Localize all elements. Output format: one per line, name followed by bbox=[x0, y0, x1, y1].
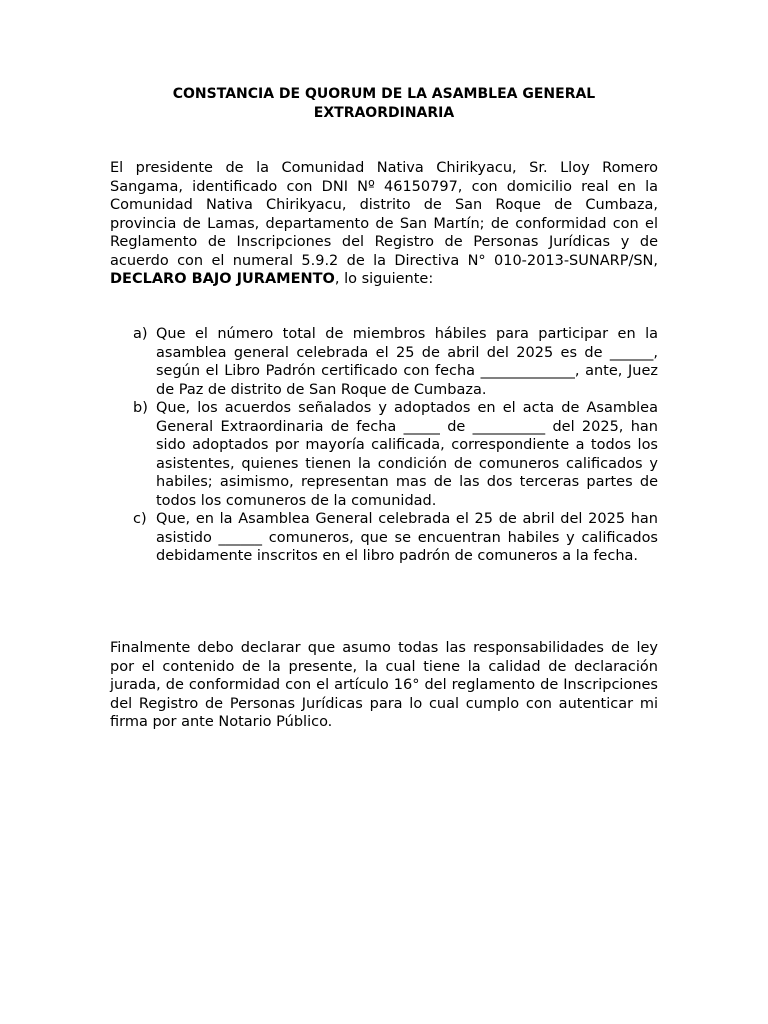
declaration-emphasis: DECLARO BAJO JURAMENTO bbox=[110, 271, 335, 287]
closing-paragraph: Finalmente debo declarar que asumo todas las responsabilidades de ley por el contenido de la presente, la cual tiene la calidad de declaración jurada, de conformidad con el artículo 16° del reglamento de Inscripciones del Registro de Personas Jurídicas para lo cual cumplo con autenticar mi firma por ante Notario Público. bbox=[110, 640, 658, 730]
list-marker: c) bbox=[133, 511, 147, 527]
list-item-c bbox=[110, 510, 658, 566]
list-item-b bbox=[110, 399, 658, 510]
list-item-a bbox=[110, 325, 658, 399]
list-item-text: Que el número total de miembros hábiles para participar en la asamblea general celebrada el 25 de abril del 2025 es de ______, según el Libro Padrón certificado con fecha _____________, ante, Juez de Paz de distrito de San Roque de Cumbaza. bbox=[156, 326, 658, 398]
document-title: CONSTANCIA DE QUORUM DE LA ASAMBLEA GENERAL EXTRAORDINARIA bbox=[172, 86, 596, 121]
list-marker: a) bbox=[133, 326, 148, 342]
intro-text: El presidente de la Comunidad Nativa Chirikyacu, Sr. Lloy Romero Sangama, identificado con DNI Nº 46150797, con domicilio real en la Comunidad Nativa Chirikyacu, distrito de San Roque de Cumbaza, provincia de Lamas, departamento de San Martín; de conformidad con el Reglamento de Inscripciones del Registro de Personas Jurídicas y de acuerdo con el numeral 5.9.2 de la Directiva N° 010-2013-SUNARP/SN, bbox=[110, 160, 658, 269]
intro-paragraph bbox=[110, 159, 658, 289]
intro-text-end: , lo siguiente: bbox=[334, 271, 434, 287]
declaration-list bbox=[110, 325, 658, 566]
list-item-text: Que, los acuerdos señalados y adoptados en el acta de Asamblea General Extraordinaria de fecha _____ de __________ del 2025, han sido adoptados por mayoría calificada, correspondiente a todos los asistentes, quienes tienen la condición de comuneros calificados y habiles; asimismo, representan mas de las dos terceras partes de todos los comuneros de la comunidad. bbox=[156, 400, 658, 509]
list-item-text: Que, en la Asamblea General celebrada el 25 de abril del 2025 han asistido ______ comuneros, que se encuentran habiles y calificados debidamente inscritos en el libro padrón de comuneros a la fecha. bbox=[156, 511, 658, 564]
list-marker: b) bbox=[133, 400, 148, 416]
